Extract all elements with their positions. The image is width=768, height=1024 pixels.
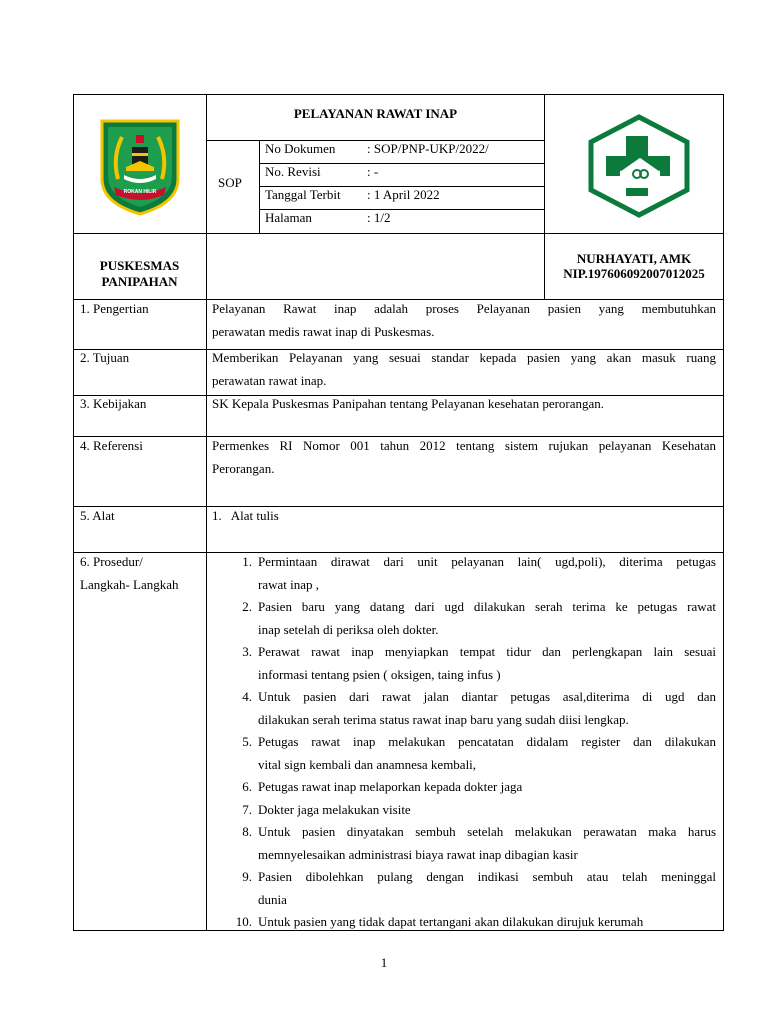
puskesmas-logo bbox=[586, 114, 692, 218]
section-label-reference: 4. Referensi bbox=[80, 438, 143, 453]
step-number: 8. bbox=[242, 824, 252, 839]
step-text-line: memnyelesaikan administrasi biaya rawat inap dibagian kasir bbox=[258, 846, 578, 862]
regency-emblem-logo bbox=[98, 117, 182, 217]
step-text-line: vital sign kembali dan anamnesa kembali, bbox=[258, 756, 477, 772]
step-text-line: Pasien baru yang datang dari ugd dilakukan serah terima ke petugas rawat bbox=[258, 599, 716, 614]
step-text-line: Pasien dibolehkan pulang dengan indikasi sembuh atau telah meninggal bbox=[258, 869, 716, 884]
section-label-policy: 3. Kebijakan bbox=[80, 396, 147, 411]
content-line: perawatan medis rawat inap di Puskesmas. bbox=[212, 324, 435, 339]
content-line: perawatan rawat inap. bbox=[212, 373, 327, 388]
procedure-step bbox=[212, 776, 716, 799]
step-text-line: Untuk pasien yang tidak dapat tertangani akan dilakukan dirujuk kerumah bbox=[258, 914, 644, 929]
meta-label-issue-date: Tanggal Terbit bbox=[265, 187, 341, 202]
procedure-step bbox=[212, 821, 716, 866]
meta-label-revision: No. Revisi bbox=[265, 164, 321, 179]
step-text-line: Perawat rawat inap menyiapkan tempat tidur dan perlengkapan lain sesuai bbox=[258, 644, 716, 659]
step-number: 2. bbox=[242, 599, 252, 614]
step-text-line: Untuk pasien dinyatakan sembuh setelah melakukan perawatan maka harus bbox=[258, 824, 716, 839]
procedure-step bbox=[212, 551, 716, 596]
section-content-purpose bbox=[212, 346, 716, 392]
content-line: Permenkes RI Nomor 001 tahun 2012 tentang sistem rujukan pelayanan Kesehatan bbox=[212, 438, 716, 453]
step-text-line: inap setelah di periksa oleh dokter. bbox=[258, 621, 439, 637]
step-number: 5. bbox=[242, 734, 252, 749]
procedure-step bbox=[212, 911, 716, 934]
sop-label: SOP bbox=[218, 175, 242, 190]
step-text-line: Petugas rawat inap melaporkan kepada dokter jaga bbox=[258, 779, 523, 794]
section-label-tools: 5. Alat bbox=[80, 508, 115, 523]
section-content-definition bbox=[212, 297, 716, 343]
content-line: Pelayanan Rawat inap adalah proses Pelayanan pasien yang membutuhkan bbox=[212, 301, 716, 316]
signatory-nip: NIP.197606092007012025 bbox=[563, 266, 705, 281]
step-text-line: dilakukan serah terima status rawat inap baru yang sudah diisi lengkap. bbox=[258, 711, 629, 727]
section-content-reference bbox=[212, 434, 716, 480]
section-label-procedure-line2: Langkah- Langkah bbox=[80, 577, 179, 592]
step-text-line: informasi tentang psien ( oksigen, taing infus ) bbox=[258, 666, 501, 682]
section-content-policy: SK Kepala Puskesmas Panipahan tentang Pelayanan kesehatan perorangan. bbox=[212, 396, 605, 411]
step-text-line: dunia bbox=[258, 891, 287, 907]
step-number: 7. bbox=[242, 801, 252, 817]
procedure-steps-list bbox=[212, 551, 716, 934]
step-number: 9. bbox=[242, 869, 252, 884]
step-number: 3. bbox=[242, 644, 252, 659]
procedure-step bbox=[212, 596, 716, 641]
step-text-line: Dokter jaga melakukan visite bbox=[258, 801, 411, 817]
institution-name-line2: PANIPAHAN bbox=[101, 274, 178, 289]
step-number: 1. bbox=[242, 554, 252, 569]
meta-value-issue-date: : 1 April 2022 bbox=[367, 187, 440, 202]
step-text-line: Untuk pasien dari rawat jalan diantar petugas asal,diterima di ugd dan bbox=[258, 689, 716, 704]
document-title: PELAYANAN RAWAT INAP bbox=[293, 106, 458, 121]
meta-value-page: : 1/2 bbox=[367, 210, 391, 225]
step-text-line: Petugas rawat inap melakukan pencatatan didalam register dan dilakukan bbox=[258, 734, 716, 749]
procedure-step bbox=[212, 641, 716, 686]
meta-value-doc-number: : SOP/PNP-UKP/2022/ bbox=[367, 141, 489, 156]
step-number: 10. bbox=[235, 914, 252, 929]
meta-label-page: Halaman bbox=[265, 210, 312, 225]
step-number: 6. bbox=[242, 779, 252, 794]
step-text-line: rawat inap , bbox=[258, 576, 320, 592]
emblem-motto: ROKAN HILIR bbox=[123, 189, 157, 195]
content-line: Memberikan Pelayanan yang sesuai standar kepada pasien yang akan masuk ruang bbox=[212, 350, 716, 365]
procedure-step bbox=[212, 686, 716, 731]
procedure-step bbox=[212, 731, 716, 776]
procedure-step bbox=[212, 866, 716, 911]
meta-value-revision: : - bbox=[367, 164, 379, 179]
section-label-procedure-line1: 6. Prosedur/ bbox=[80, 554, 143, 569]
step-number: 4. bbox=[242, 689, 252, 704]
step-text-line: Permintaan dirawat dari unit pelayanan lain( ugd,poli), diterima petugas bbox=[258, 554, 716, 569]
procedure-step bbox=[212, 799, 716, 822]
section-content-tools: 1. Alat tulis bbox=[212, 508, 279, 523]
meta-label-doc-number: No Dokumen bbox=[265, 141, 336, 156]
section-label-purpose: 2. Tujuan bbox=[80, 350, 130, 365]
page-number: 1 bbox=[380, 955, 388, 970]
content-line: Perorangan. bbox=[212, 461, 275, 476]
signatory-name: NURHAYATI, AMK bbox=[576, 251, 692, 266]
section-label-definition: 1. Pengertian bbox=[80, 301, 149, 316]
institution-name-line1: PUSKESMAS bbox=[99, 258, 180, 273]
